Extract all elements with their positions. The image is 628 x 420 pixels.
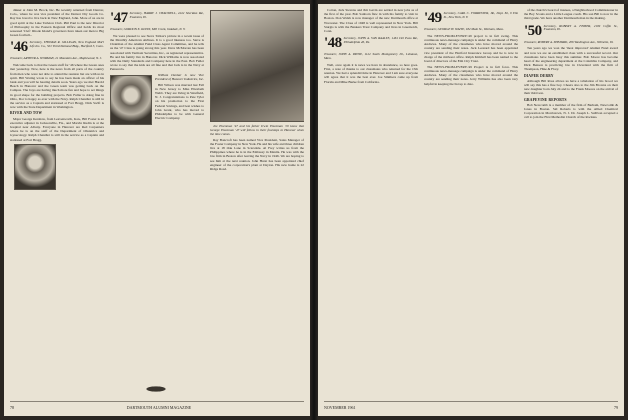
article-text: dinner at John M. Brock, Inc. He recently returned from Denver, Colo., where he was vice president of the Denver Dry Goods Co. Ray has loved to live back in New England, John. More of us are in good spirit at the Lake Tarleton Club. Phil Paul is the new Director of Philosophy in the Eastern Regional Office and holds its most seasoned 'Clef.' Rhode Island's governors have taken our men to Big Green football...	[10, 8, 104, 38]
photo-caption: William Dunbar is now Vice President of Hanover Industries, Inc.	[155, 73, 204, 82]
article-text: The NEWS-FROM-EVERY-'49 Project is in full force. This continuous news-message campaign is under the command of Harry Andrews. Many of the classmates who have moved around the country are sending their notes. Jerry Williams has also been very helpful in keeping the list up to date.	[424, 64, 518, 86]
class-number: '48	[324, 35, 342, 52]
page-footer	[324, 401, 618, 412]
class-number: '49	[424, 10, 442, 26]
class-treasurer: Treasurer, GEORGE H. WAITE, 182 Main St., Wenham, Mass.	[424, 27, 504, 31]
class-heading-47	[110, 11, 204, 26]
subheading: RIVER AND TOW	[10, 111, 43, 116]
article-text: Cotton, Jack Stevens and Jim Gavin are settled in new jobs as of the first of the year. Bob Sanborn flew in with his family to visit in Boston. Don Walsh is now manager of the new Dartmouth office at Worcester. The Class of 1948 is well represented in New York. Bill Sturgis is with the Bankers Trust Company and lives in Greenwich, Conn.	[324, 8, 418, 34]
magazine-title: DARTMOUTH ALUMNI MAGAZINE	[126, 404, 192, 410]
class-secretary: Secretary, HARRY J. CHADWELL, 2222 Sheridan Rd., Evanston, Ill.	[129, 11, 204, 19]
article-text: Bob Newcomb is a member of the firm of Barham, Newcomb & Jones in Boston. Sid Roberts is with the Allied Chemical Corporation in Morristown, N. J. Dr. Joseph L. Sullivan accepted a call to join the First Methodist Church of the Rockies.	[524, 102, 618, 120]
class-treasurer: Treasurer, JOHN A. PAYNE, 1122 South Montgomery Dr., Lebanon, Mass.	[324, 52, 418, 61]
page-number: 79	[614, 404, 618, 410]
dartmouth-emblem-icon	[138, 384, 174, 394]
left-column-3	[210, 8, 304, 396]
class-secretary: Secretary, JOHN A. VAN RAALTE, 1461 Del Paso Rd., Philadelphia 46, Pa.	[343, 36, 418, 45]
class-treasurer: Treasurer, GORDON E. KLEIN, Mill Creek, Oakdale, N. Y.	[110, 27, 186, 31]
article-text: The NEWS-FROM-EVERY-'49 project is in full swing. This continuous news-message campaign is under the command of Harry Andrews. Many of the classmates who have moved around the country are sending their notes. Jack Leonard has been appointed vice president of the Hartford Insurance Group and he is now in charge of the midwest office. Ralph Kimball has been named to the board of directors of the Elm City Trust.	[424, 33, 518, 64]
article-text: We were pleased to see Steve Tobias's picture in a recent issue of the Monthly American Airlines. It is a good likeness too. Steve is Chairman of the Alumni Fund Class Agent Committee, and he tells us the '47 Class is going strong this year. Dave McMorran has been associated with Vermont Securities, Inc., as registered representative. He and his family live in Hanover. Dick Williams is now associated with the Daily Standards and Company here in the East. Bob Fuller wrote to say that the kids are all fine and that Jack is in the Navy at Pensacola.	[110, 33, 204, 72]
class-treasurer: Treasurer, ARTHUR A. WORMAN, 21 Mountain Ave., Maplewood, N. J.	[10, 56, 102, 61]
article-text: Welcome back to that the Green stuff for '46 where the Green ones met yesterday. Now, here is the news from all parts of the country from men who were not able to attend the reunion but are with us in spirit. Bill Waring wrote to say he has been made an officer of his bank and you will be hearing details soon. Years ago we met Harold Beach in Hanover and the Green team was getting back on the Campus. The boys are having much more fun and hope to set things in good shape for the building projects. Bob Fuller is doing fine in Ohio, Doc is happy as ever with the Navy. Ralph Chandler is still in the service as a Captain and stationed at Fort Bragg. Dick Swift is now with the State Department in Washington.	[10, 63, 104, 110]
class-secretary: Secretary, THOMAS R. GILLIGAN, New England Mut'l Life Ins. Co., 501 Third National Bldg., Hartford 3, Conn.	[29, 40, 104, 49]
right-column-3	[524, 8, 618, 396]
article-text: of the church's board of trustees, a Neighborhood Commissioner in the Boy Scouts and a Little League coach. His son Bill is now in the third grade. We have another Dartmouth man in the making.	[524, 8, 618, 21]
class-number: '47	[110, 10, 128, 26]
page-footer	[10, 401, 304, 412]
class-heading-46	[10, 40, 104, 55]
left-page	[4, 4, 310, 416]
right-page	[318, 4, 624, 416]
left-column-2	[110, 8, 204, 396]
class-treasurer: Treasurer, ROBERT A. SHEPARD, 206 Washington Ave., Wilmette, Ill.	[524, 39, 614, 44]
class-secretary: Secretary, CARL C. FORRESTER, JR., Dept. 82, 9 Elm St., New York, N. Y.	[443, 11, 518, 19]
right-column-1	[324, 8, 418, 396]
left-column-1	[10, 8, 104, 396]
class-heading-50	[524, 24, 618, 39]
article-text: Ray Bancroft has been named Vice President, Sales Manager of the Foster Company in New York. He and his wife and three children live at 18 Oak Lane in Scarsdale. Al Frey writes us from the Philippines where he is in the Embassy in Manila. He was with the law firm in Boston after leaving the Navy in 1946. We are hoping to see him at the next reunion. John Hurst has been appointed chief engineer of the corporation's plant at Dayton. His new home is 22 Ridge Road.	[210, 137, 304, 171]
portrait-photo	[14, 144, 56, 190]
article-text: Major George Kershaw, from Leavenworth, Kan., Bill Foster is an executive adjuster in Jacksonville, Fla., and Marvin Rudin is at the hospital near Albany. Everyone in Hanover are Red Carpenters where he is on the staff of the Department of Obstetrics and Gynecology. Ralph Chandler is still in the service as a Captain and stationed at Fort Bragg.	[10, 116, 104, 142]
photo-caption: Joe Eisenman '47 and his father Irwin Eisenman '19 know that George Eisenman '47 will follow in their footsteps to Hanover when the time comes.	[210, 124, 304, 136]
page-number: 78	[10, 404, 14, 410]
article-text: Bill Wilson was married last Fall in New Jersey to Miss Elizabeth Webb. They are living in Westfield, N. J. Congratulations to Pete Tyler on his promotion to the First Federal Savings, and best wishes to John Grant, who has moved to Philadelphia to be with General Electric Company.	[155, 82, 204, 121]
subheading: GRAPEVINE REPORTS	[524, 97, 567, 102]
portrait-photo	[110, 75, 152, 125]
article-text: Well, once again it is news we have in abundance, so here goes. First, a note of thanks to our classmates who returned for the 15th reunion. We had a splendid time in Hanover and I am sure everyone will agree that it was the best ever. Joe Smithers came up from Florida and Mike Burke from California.	[324, 62, 418, 84]
right-column-2	[424, 8, 518, 396]
class-number: '46	[10, 39, 28, 56]
subheading: DIAPER DERBY	[524, 73, 554, 78]
class-secretary: Secretary, ROBERT A. FISHER, 2109 Coffin St., Evanston, Ill.	[543, 23, 618, 32]
page-gutter	[310, 0, 318, 420]
article-text: Although Bill Ross allows us have a tabulation of his brood we will say this has a fine boy. Cheers also to the Jim Browns on their new daughter born July 24 and to the Frank Moores on the arrival of their third son.	[524, 78, 618, 96]
class-number: '50	[524, 22, 542, 39]
issue-date: NOVEMBER 1961	[324, 404, 356, 410]
article-text: Ten years ago we won the 'most improved' Alumni Fund award and now we are an established class with a successful record. Our classmates have been busy this summer. Bob Moore has become head of the engineering department at the Columbia Company, and Dick Benson is practicing law in Cleveland with the firm of Thompson, Hine & Flory.	[524, 46, 618, 72]
group-photo	[210, 10, 304, 122]
class-heading-48	[324, 36, 418, 51]
class-heading-49	[424, 11, 518, 26]
